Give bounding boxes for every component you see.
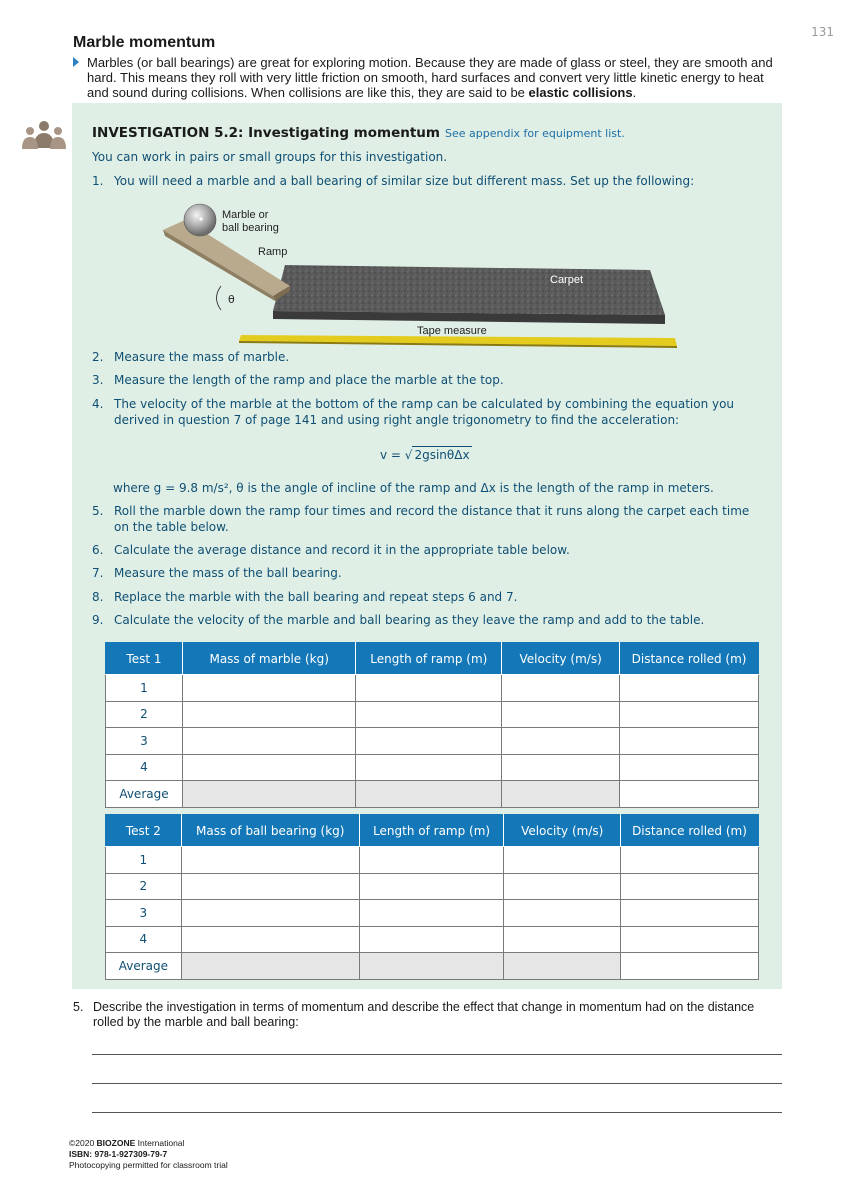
intro-text: Marbles (or ball bearings) are great for exploring motion. Because they are made of glass or steel, they are smooth and hard. This means they roll with very little friction on smooth, hard surfaces and convert very little kinetic energy to heat and sound during collisions. When collisions are like this, they are said to be elastic collisions. (87, 55, 773, 100)
intro-paragraph (73, 55, 785, 100)
row-label: 3 (106, 728, 183, 755)
table-header: Length of ramp (m) (356, 643, 502, 675)
marble-label-line1: Marble or (222, 209, 269, 221)
table-header: Velocity (m/s) (502, 643, 620, 675)
investigation-heading: INVESTIGATION 5.2: Investigating momentum See appendix for equipment list. (92, 125, 625, 141)
table-cell[interactable] (504, 847, 621, 874)
table-cell[interactable] (620, 701, 759, 728)
table-average-row (106, 953, 759, 980)
appendix-note: See appendix for equipment list. (445, 127, 625, 140)
ramp-label: Ramp (258, 246, 288, 258)
table-cell[interactable] (620, 900, 758, 927)
table-cell[interactable] (502, 701, 620, 728)
formula-explanation: where g = 9.8 m/s², θ is the angle of incline of the ramp and Δx is the length of the ramp in meters. (113, 481, 714, 495)
table-cell[interactable] (359, 873, 504, 900)
marble-label-line2: ball bearing (222, 222, 279, 234)
footer (69, 1138, 228, 1171)
page-number: 131 (811, 25, 834, 39)
table-header-row (106, 815, 759, 847)
table-header: Distance rolled (m) (620, 643, 759, 675)
row-label: 2 (106, 701, 183, 728)
row-label: 4 (106, 926, 182, 953)
table-cell[interactable] (620, 781, 759, 808)
step-3: 3. Measure the length of the ramp and place the marble at the top. (92, 373, 504, 387)
table-cell[interactable] (182, 728, 356, 755)
step-5: 5. Roll the marble down the ramp four times and record the distance that it runs along the carpet each time on the table below. (92, 504, 750, 534)
answer-line[interactable] (92, 1083, 782, 1084)
shaded-cell (356, 781, 502, 808)
section-title: Marble momentum (73, 34, 216, 51)
row-label: 4 (106, 754, 183, 781)
table-row (106, 701, 759, 728)
table-cell[interactable] (502, 728, 620, 755)
table-cell[interactable] (181, 900, 359, 927)
isbn-line: ISBN: 978-1-927309-79-7 (69, 1149, 168, 1159)
table-header: Test 2 (106, 815, 182, 847)
step-1: 1. You will need a marble and a ball bearing of similar size but different mass. Set up the following: (92, 174, 695, 188)
table-header: Distance rolled (m) (620, 815, 758, 847)
permission-line: Photocopying permitted for classroom trial (69, 1160, 228, 1170)
step-6: 6. Calculate the average distance and record it in the appropriate table below. (92, 543, 570, 557)
square-root-sign: √ (404, 448, 413, 462)
shaded-cell (502, 781, 620, 808)
table-header: Mass of ball bearing (kg) (181, 815, 359, 847)
table-header: Length of ramp (m) (359, 815, 504, 847)
table-cell[interactable] (359, 900, 504, 927)
table-cell[interactable] (504, 926, 621, 953)
table-cell[interactable] (359, 926, 504, 953)
table-cell[interactable] (182, 675, 356, 702)
table-average-row (106, 781, 759, 808)
table-cell[interactable] (504, 873, 621, 900)
carpet (273, 265, 665, 315)
table-cell[interactable] (502, 675, 620, 702)
table-row (106, 873, 759, 900)
table-cell[interactable] (620, 953, 758, 980)
table-row (106, 847, 759, 874)
shaded-cell (181, 953, 359, 980)
angle-label: θ (228, 293, 235, 306)
step-4: 4. The velocity of the marble at the bottom of the ramp can be calculated by combining the equation you derived in question 7 of page 141 and using right angle trigonometry to find the acceleration: (92, 397, 735, 427)
shaded-cell (182, 781, 356, 808)
table-row (106, 728, 759, 755)
question-5: 5. Describe the investigation in terms of momentum and describe the effect that change in momentum had on the distance rolled by the marble and ball bearing: (73, 1000, 755, 1029)
table-cell[interactable] (620, 675, 759, 702)
row-label: 2 (106, 873, 182, 900)
table-cell[interactable] (181, 873, 359, 900)
shaded-cell (504, 953, 621, 980)
table-cell[interactable] (504, 900, 621, 927)
carpet-label: Carpet (550, 274, 584, 286)
table-row (106, 900, 759, 927)
row-label: Average (106, 953, 182, 980)
table-row (106, 675, 759, 702)
table-cell[interactable] (356, 754, 502, 781)
shaded-cell (359, 953, 504, 980)
intro-bold-term: elastic collisions (528, 85, 633, 100)
table-cell[interactable] (620, 873, 758, 900)
copyright-line: ©2020 BIOZONE International (69, 1138, 185, 1148)
table-cell[interactable] (356, 701, 502, 728)
row-label: Average (106, 781, 183, 808)
table-row (106, 754, 759, 781)
table-header-row (106, 643, 759, 675)
table-cell[interactable] (620, 728, 759, 755)
marble-results-table (105, 642, 759, 808)
answer-line[interactable] (92, 1054, 782, 1055)
table-cell[interactable] (181, 926, 359, 953)
table-cell[interactable] (182, 701, 356, 728)
table-header: Velocity (m/s) (504, 815, 621, 847)
table-cell[interactable] (359, 847, 504, 874)
step-2: 2. Measure the mass of marble. (92, 350, 290, 364)
table-cell[interactable] (181, 847, 359, 874)
group-note: You can work in pairs or small groups for this investigation. (92, 150, 448, 164)
table-cell[interactable] (620, 847, 758, 874)
step-8: 8. Replace the marble with the ball bearing and repeat steps 6 and 7. (92, 590, 518, 604)
table-cell[interactable] (182, 754, 356, 781)
row-label: 3 (106, 900, 182, 927)
ramp-diagram (155, 198, 685, 350)
row-label: 1 (106, 675, 183, 702)
table-row (106, 926, 759, 953)
step-9: 9. Calculate the velocity of the marble and ball bearing as they leave the ramp and add to the table. (92, 613, 705, 627)
group-people-icon (20, 120, 68, 150)
answer-line[interactable] (92, 1112, 782, 1113)
table-cell[interactable] (620, 926, 758, 953)
table-cell[interactable] (356, 675, 502, 702)
step-7: 7. Measure the mass of the ball bearing. (92, 566, 342, 580)
table-header: Test 1 (106, 643, 183, 675)
velocity-formula: v = √ 2gsinθΔx (380, 448, 470, 462)
table-cell[interactable] (620, 754, 759, 781)
tape-measure-label: Tape measure (417, 325, 487, 337)
ball-bearing-results-table (105, 814, 759, 980)
row-label: 1 (106, 847, 182, 874)
table-cell[interactable] (502, 754, 620, 781)
table-cell[interactable] (356, 728, 502, 755)
table-header: Mass of marble (kg) (182, 643, 356, 675)
triangle-bullet-icon (73, 57, 79, 67)
